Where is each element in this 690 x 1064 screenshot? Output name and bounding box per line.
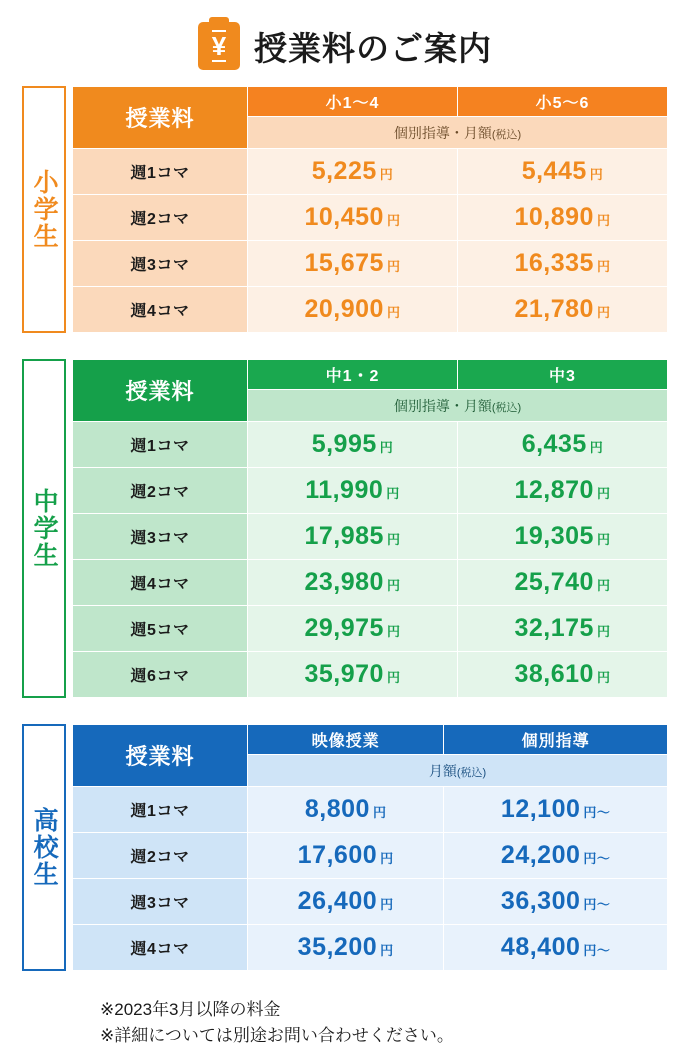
price-value: 38,610 bbox=[514, 660, 594, 688]
subheader-note: (税込) bbox=[456, 766, 487, 779]
price-cell bbox=[248, 468, 458, 514]
price-unit: 円 bbox=[386, 486, 400, 501]
row-label: 週3コマ bbox=[73, 879, 248, 925]
table-header-row bbox=[73, 360, 668, 390]
table-junior-high bbox=[72, 359, 668, 698]
price-value: 10,890 bbox=[514, 203, 594, 231]
price-value: 29,975 bbox=[304, 614, 384, 642]
price-value: 5,995 bbox=[311, 430, 377, 458]
price-cell bbox=[444, 833, 668, 879]
price-cell bbox=[458, 241, 668, 287]
row-label: 週3コマ bbox=[73, 514, 248, 560]
table-row bbox=[73, 468, 668, 514]
table-row bbox=[73, 652, 668, 698]
side-label-high-school: 高校生 bbox=[22, 724, 66, 971]
price-unit: 円 bbox=[596, 259, 611, 274]
note-line: ※詳細については別途お問い合わせください。 bbox=[100, 1025, 454, 1045]
price-unit: 円 bbox=[386, 213, 401, 228]
price-unit: 円 bbox=[589, 440, 604, 455]
block-elementary bbox=[22, 86, 668, 333]
price-cell bbox=[248, 606, 458, 652]
table-row bbox=[73, 514, 668, 560]
price-cell bbox=[458, 652, 668, 698]
price-unit: 円 bbox=[379, 167, 394, 182]
subheader-text: 個別指導・月額 bbox=[393, 124, 492, 141]
price-unit: 円 bbox=[386, 670, 401, 685]
price-cell bbox=[248, 514, 458, 560]
price-cell bbox=[458, 287, 668, 333]
price-unit: 円 bbox=[386, 532, 401, 547]
price-value: 19,305 bbox=[514, 522, 594, 550]
header-label: 授業料 bbox=[73, 360, 248, 422]
price-value: 12,870 bbox=[514, 476, 594, 504]
price-unit: 円 bbox=[596, 305, 611, 320]
price-cell bbox=[248, 833, 444, 879]
table-row bbox=[73, 560, 668, 606]
price-cell bbox=[458, 560, 668, 606]
column-header-2: 個別指導 bbox=[444, 725, 668, 755]
price-value: 35,200 bbox=[297, 933, 378, 961]
price-unit: 円 bbox=[379, 440, 394, 455]
table-header-row bbox=[73, 87, 668, 117]
note-line: ※2023年3月以降の料金 bbox=[100, 1000, 281, 1019]
price-unit: 円 bbox=[386, 305, 401, 320]
price-unit: 円 bbox=[589, 167, 604, 182]
price-cell bbox=[458, 468, 668, 514]
page-header bbox=[0, 0, 690, 86]
price-unit: 円 bbox=[380, 897, 394, 912]
price-value: 23,980 bbox=[304, 568, 384, 596]
row-label: 週1コマ bbox=[73, 787, 248, 833]
price-unit: 円 bbox=[380, 851, 394, 866]
price-unit: 円 bbox=[386, 624, 401, 639]
price-value: 5,225 bbox=[311, 157, 377, 185]
table-row bbox=[73, 287, 668, 333]
row-label: 週2コマ bbox=[73, 833, 248, 879]
table-row bbox=[73, 195, 668, 241]
price-cell bbox=[248, 787, 444, 833]
side-label-junior-high: 中学生 bbox=[22, 359, 66, 698]
price-unit: 円 bbox=[596, 578, 611, 593]
price-unit: 円〜 bbox=[583, 851, 611, 866]
subheader bbox=[248, 755, 668, 787]
price-cell bbox=[444, 925, 668, 971]
price-cell bbox=[248, 560, 458, 606]
price-cell bbox=[458, 422, 668, 468]
price-value: 32,175 bbox=[514, 614, 594, 642]
price-value: 35,970 bbox=[304, 660, 384, 688]
price-value: 36,300 bbox=[500, 887, 581, 915]
price-cell bbox=[248, 287, 458, 333]
price-cell bbox=[444, 787, 668, 833]
table-row bbox=[73, 149, 668, 195]
row-label: 週5コマ bbox=[73, 606, 248, 652]
price-value: 48,400 bbox=[500, 933, 581, 961]
page-title: 授業料のご案内 bbox=[254, 29, 492, 67]
price-value: 25,740 bbox=[514, 568, 594, 596]
row-label: 週1コマ bbox=[73, 422, 248, 468]
price-cell bbox=[248, 652, 458, 698]
price-unit: 円 bbox=[386, 578, 401, 593]
row-label: 週4コマ bbox=[73, 287, 248, 333]
column-header-2: 中3 bbox=[458, 360, 668, 390]
subheader-text: 月額 bbox=[428, 762, 457, 779]
subheader bbox=[248, 117, 668, 149]
price-cell bbox=[248, 241, 458, 287]
notes bbox=[100, 997, 668, 1048]
price-unit: 円 bbox=[386, 259, 401, 274]
table-high-school bbox=[72, 724, 668, 971]
subheader bbox=[248, 390, 668, 422]
table-elementary bbox=[72, 86, 668, 333]
yen-clipboard-icon bbox=[198, 22, 240, 70]
row-label: 週2コマ bbox=[73, 468, 248, 514]
price-value: 15,675 bbox=[304, 249, 384, 277]
price-unit: 円 bbox=[372, 805, 387, 820]
price-unit: 円 bbox=[596, 486, 611, 501]
row-label: 週2コマ bbox=[73, 195, 248, 241]
price-value: 24,200 bbox=[500, 841, 581, 869]
price-value: 10,450 bbox=[304, 203, 384, 231]
table-row bbox=[73, 606, 668, 652]
price-cell bbox=[458, 606, 668, 652]
block-high-school bbox=[22, 724, 668, 971]
price-unit: 円〜 bbox=[583, 897, 611, 912]
price-value: 5,445 bbox=[521, 157, 587, 185]
row-label: 週4コマ bbox=[73, 925, 248, 971]
price-value: 16,335 bbox=[514, 249, 594, 277]
price-cell bbox=[458, 195, 668, 241]
table-row bbox=[73, 787, 668, 833]
price-cell bbox=[248, 925, 444, 971]
price-unit: 円〜 bbox=[583, 943, 611, 958]
price-unit: 円 bbox=[596, 670, 611, 685]
table-row bbox=[73, 925, 668, 971]
row-label: 週6コマ bbox=[73, 652, 248, 698]
price-cell bbox=[248, 879, 444, 925]
price-value: 8,800 bbox=[304, 795, 370, 823]
subheader-note: (税込) bbox=[491, 401, 522, 414]
yen-symbol: ¥ bbox=[211, 31, 227, 61]
price-unit: 円 bbox=[596, 532, 611, 547]
block-junior-high bbox=[22, 359, 668, 698]
price-unit: 円〜 bbox=[583, 805, 611, 820]
price-cell bbox=[248, 149, 458, 195]
column-header-1: 小1〜4 bbox=[248, 87, 458, 117]
price-value: 11,990 bbox=[305, 476, 384, 504]
row-label: 週3コマ bbox=[73, 241, 248, 287]
price-unit: 円 bbox=[380, 943, 394, 958]
price-value: 21,780 bbox=[514, 295, 594, 323]
price-cell bbox=[458, 514, 668, 560]
column-header-2: 小5〜6 bbox=[458, 87, 668, 117]
table-row bbox=[73, 422, 668, 468]
price-cell bbox=[248, 195, 458, 241]
price-value: 26,400 bbox=[297, 887, 378, 915]
header-label: 授業料 bbox=[73, 725, 248, 787]
subheader-note: (税込) bbox=[491, 128, 522, 141]
price-value: 17,600 bbox=[297, 841, 378, 869]
price-value: 17,985 bbox=[304, 522, 384, 550]
price-cell bbox=[444, 879, 668, 925]
price-value: 20,900 bbox=[304, 295, 384, 323]
price-unit: 円 bbox=[596, 624, 611, 639]
table-row bbox=[73, 879, 668, 925]
price-cell bbox=[248, 422, 458, 468]
header-label: 授業料 bbox=[73, 87, 248, 149]
subheader-text: 個別指導・月額 bbox=[393, 397, 492, 414]
price-cell bbox=[458, 149, 668, 195]
row-label: 週4コマ bbox=[73, 560, 248, 606]
column-header-1: 中1・2 bbox=[248, 360, 458, 390]
price-value: 6,435 bbox=[521, 430, 587, 458]
price-value: 12,100 bbox=[500, 795, 581, 823]
column-header-1: 映像授業 bbox=[248, 725, 444, 755]
table-header-row bbox=[73, 725, 668, 755]
table-row bbox=[73, 833, 668, 879]
price-unit: 円 bbox=[596, 213, 611, 228]
row-label: 週1コマ bbox=[73, 149, 248, 195]
side-label-elementary: 小学生 bbox=[22, 86, 66, 333]
table-row bbox=[73, 241, 668, 287]
